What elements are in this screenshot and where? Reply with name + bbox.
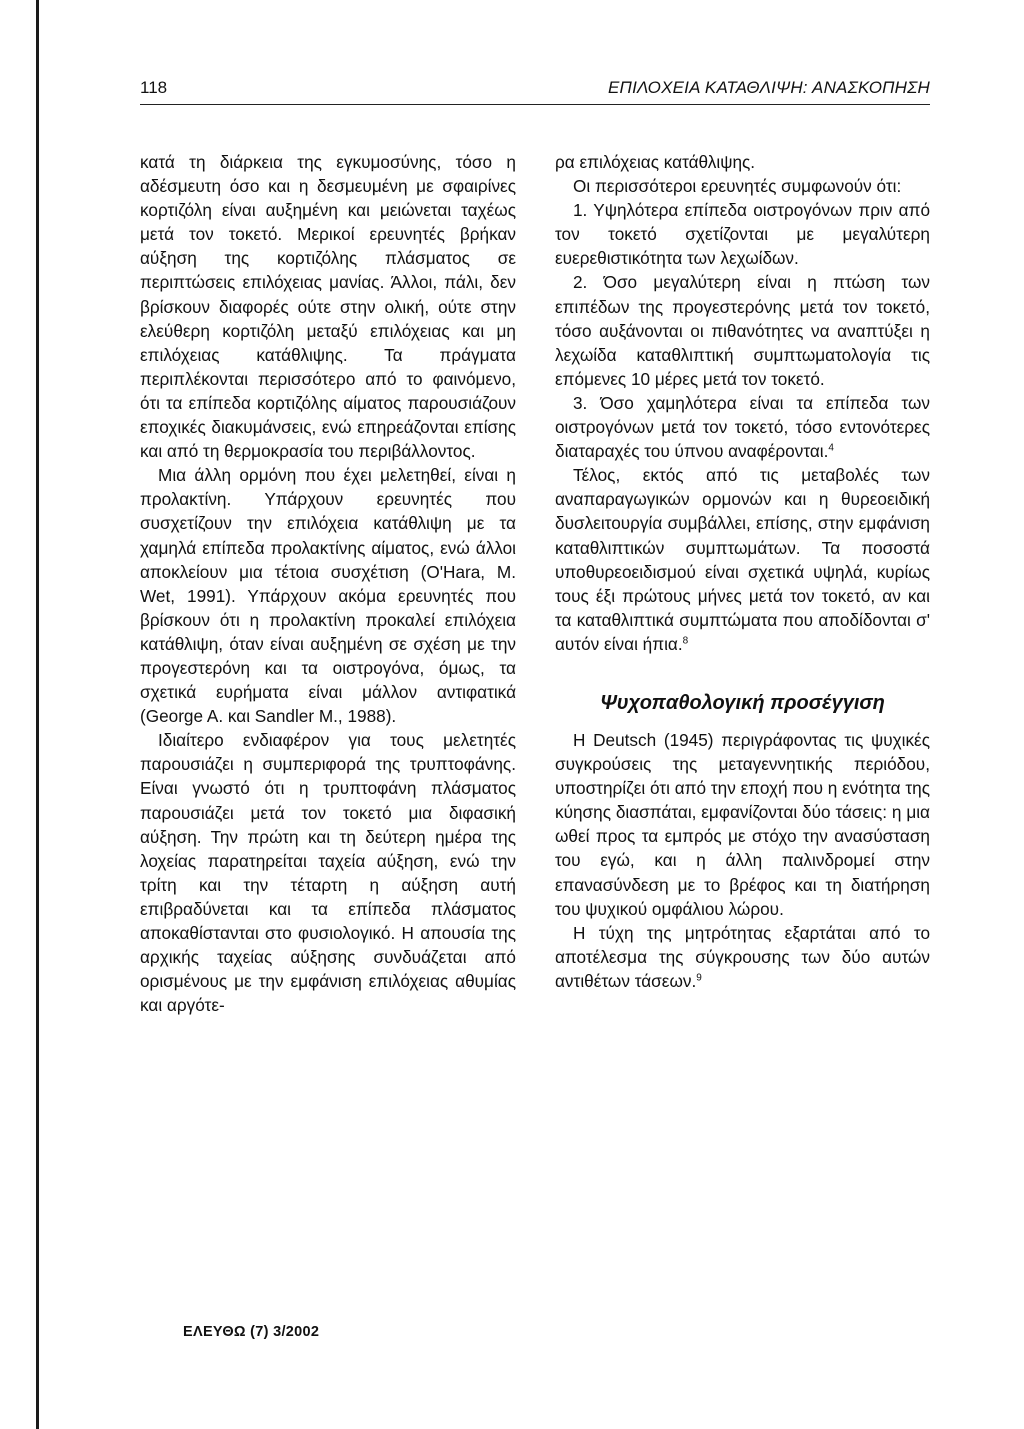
paragraph-tryptophan: Ιδιαίτερο ενδιαφέρον για τους μελετητές παρουσιάζει η συμπεριφορά της τρυπτοφάνης. Είναι γνωστό ότι η τρυπτοφάνη πλάσματος παρουσιάζει μετά τον τοκετό μια διφασική αύξηση. Την πρώτη και τη δεύτερη ημέρα της λοχείας παρατηρείται ταχεία αύξηση, ενώ την τρίτη και την τέταρτη η αύξηση αυτή επιβραδύνεται και τα επίπεδα πλάσματος αποκαθίστανται στο φυσιολογικό. Η απουσία της αρχικής ταχείας αύξησης συνδυάζεται από ορισμένους με την εμφάνιση επιλόχειας αθυμίας και αργότε-: [140, 730, 516, 1016]
paragraph-thyroid-text: Τέλος, εκτός από τις μεταβολές των αναπαραγωγικών ορμονών και η θυρεοειδική δυσλειτουργία συμβάλλει, επίσης, στην εμφάνιση καταθλιπτικών συμπτωμάτων. Τα ποσοστά υποθυρεοειδισμού είναι σχετικά υψηλά, κυρίως τους έξι πρώτους μήνες μετά τον τοκετό, αν και τα καταθλιπτικά συμπτώματα που αποδίδονται σ' αυτόν είναι ήπια.: [555, 465, 930, 654]
running-title: ΕΠΙΛΟΧΕΙΑ ΚΑΤΑΘΛΙΨΗ: ΑΝΑΣΚΟΠΗΣΗ: [608, 78, 930, 97]
footnote-ref-4: 4: [828, 442, 834, 454]
paragraph-prolactin: Μια άλλη ορμόνη που έχει μελετηθεί, είναι η προλακτίνη. Υπάρχουν ερευνητές που συσχετίζουν την επιλόχεια κατάθλιψη με τα χαμηλά επίπεδα προλακτίνης αίματος, ενώ άλλοι αποκλείουν μια τέτοια συσχέτιση (O'Hara, M. Wet, 1991). Υπάρχουν ακόμα ερευνητές που βρίσκουν ότι η προλακτίνη προκαλεί επιλόχεια κατάθλιψη, όταν είναι αυξημένη σε σχέση με την προγεστερόνη και τα οιστρογόνα, όμως, τα σχετικά ευρήματα είναι μάλλον αντιφατικά (George A. και Sandler M., 1988).: [140, 465, 516, 727]
header-rule: [140, 104, 930, 105]
section-heading: Ψυχοπαθολογική προσέγγιση: [600, 691, 885, 714]
list-item-2: 2. Όσο μεγαλύτερη είναι η πτώση των επιπέδων της προγεστερόνης μετά τον τοκετό, τόσο αυξάνονται οι πιθανότητες να αναπτύξει η λεχωίδα καταθλιπτική συμπτωματολογία τις επόμενες 10 μέρες μετά τον τοκετό.: [555, 272, 930, 389]
list-item-3-text: 3. Όσο χαμηλότερα είναι τα επίπεδα των οιστρογόνων μετά τον τοκετό, τόσο εντονότερες διαταραχές του ύπνου αναφέρονται.: [555, 392, 930, 462]
paragraph-researchers-agree: Οι περισσότεροι ερευνητές συμφωνούν ότι:: [573, 176, 902, 197]
left-column: [140, 150, 516, 1017]
list-item-1: 1. Υψηλότερα επίπεδα οιστρογόνων πριν από τον τοκετό σχετίζονται με μεγαλύτερη ευερεθιστικότητα των λεχωίδων.: [555, 200, 930, 269]
paragraph-motherhood-text: Η τύχη της μητρότητας εξαρτάται από το αποτέλεσμα της σύγκρουσης των δύο αυτών αντιθέτων τάσεων.: [555, 922, 930, 991]
footnote-ref-8: 8: [682, 635, 689, 647]
footnote-ref-9: 9: [696, 972, 702, 984]
journal-footer: ΕΛΕΥΘΩ (7) 3/2002: [183, 1324, 320, 1340]
paragraph-thyroid: [555, 463, 930, 656]
paragraph-deutsch: Η Deutsch (1945) περιγράφοντας τις ψυχικές συγκρούσεις της μεταγεννητικής περιόδου, υποστηρίζει ότι από την εποχή που η ενότητα της κύησης διασπάται, εμφανίζονται δύο τάσεις: η μια ωθεί προς τα εμπρός με στόχο την ανασύσταση του εγώ, και η άλλη παλινδρομεί στην επανασύνδεση με το βρέφος και τη διατήρηση του ψυχικού ομφάλιου λώρου.: [555, 729, 930, 919]
paragraph-continuation: ρα επιλόχειας κατάθλιψης.: [555, 152, 756, 172]
paragraph-cortisol: κατά τη διάρκεια της εγκυμοσύνης, τόσο η αδέσμευτη όσο και η δεσμευμένη με σφαιρίνες κορτιζόλη είναι αυξημένη και μειώνεται ταχέως μετά τον τοκετό. Μερικοί ερευνητές βρήκαν αύξηση της κορτιζόλης πλάσματος σε περιπτώσεις επιλόχειας μανίας. Άλλοι, πάλι, δεν βρίσκουν διαφορές ούτε στην ολική, ούτε στην ελεύθερη κορτιζόλη μεταξύ επιλόχειας και μη επιλόχειας κατάθλιψης. Τα πράγματα περιπλέκονται περισσότερο από το φαινόμενο, ότι τα επίπεδα κορτιζόλης αίματος παρουσιάζουν εποχικές διακυμάνσεις, ενώ επηρεάζονται επίσης και από τη θερμοκρασία του περιβάλλοντος.: [140, 152, 516, 462]
page-binding-edge: [36, 0, 39, 1429]
page-number: 118: [140, 78, 168, 97]
list-item-3: [555, 391, 930, 463]
right-column: [555, 150, 930, 993]
page-header: [140, 78, 930, 102]
paragraph-motherhood: [555, 921, 930, 993]
